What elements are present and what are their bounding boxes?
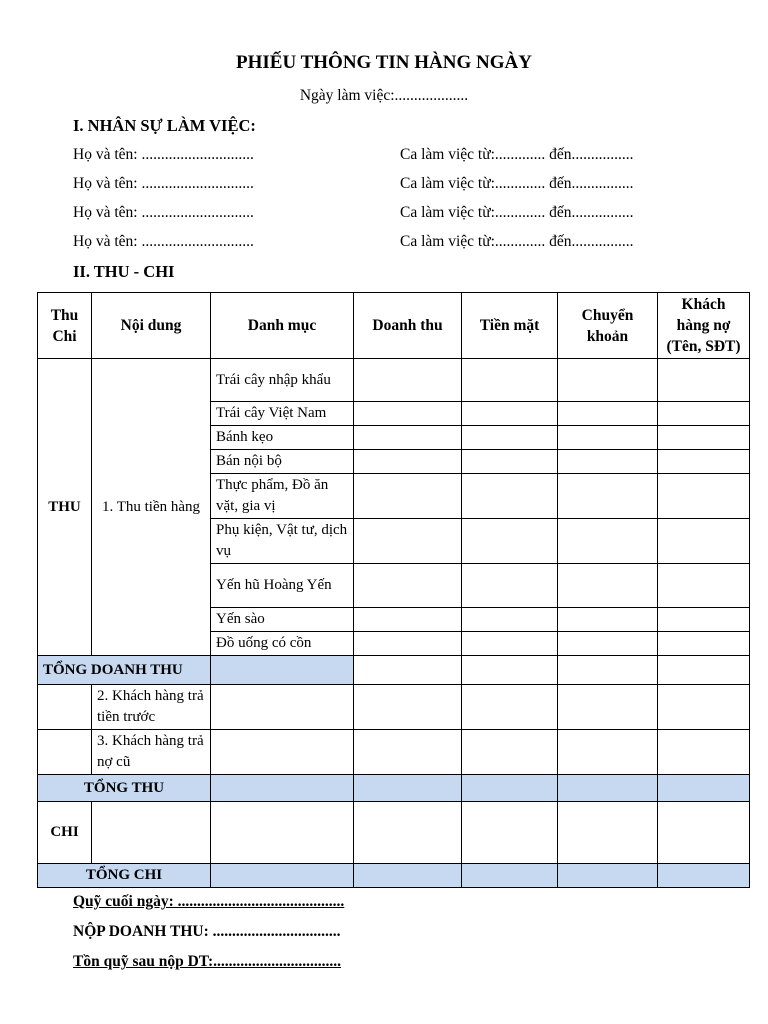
- staff-shift-field[interactable]: Ca làm việc từ:............. đến................: [400, 175, 634, 192]
- table-header-row: [38, 293, 750, 359]
- doanh-thu-cell[interactable]: [354, 519, 462, 564]
- chi-row: [38, 802, 750, 864]
- staff-row: [73, 204, 713, 226]
- total-revenue-row: [38, 656, 750, 685]
- header-chuyen-khoan: Chuyển khoản: [558, 293, 658, 359]
- total-income-label: TỔNG THU: [38, 775, 211, 802]
- staff-shift-field[interactable]: Ca làm việc từ:............. đến................: [400, 233, 634, 250]
- khach-no-cell[interactable]: [658, 450, 750, 474]
- khach-no-cell[interactable]: [658, 608, 750, 632]
- tien-mat-cell[interactable]: [462, 802, 558, 864]
- chuyen-khoan-cell[interactable]: [558, 564, 658, 608]
- tien-mat-cell[interactable]: [462, 730, 558, 775]
- chuyen-khoan-cell[interactable]: [558, 450, 658, 474]
- tien-mat-cell[interactable]: [462, 359, 558, 402]
- fill-cell: [462, 864, 558, 888]
- chuyen-khoan-cell[interactable]: [558, 656, 658, 685]
- fill-cell: [354, 775, 462, 802]
- header-danh-muc: Danh mục: [211, 293, 354, 359]
- chuyen-khoan-cell[interactable]: [558, 474, 658, 519]
- table-row: [38, 359, 750, 402]
- khach-no-cell[interactable]: [658, 730, 750, 775]
- category-cell: Trái cây nhập khẩu: [211, 359, 354, 402]
- chuyen-khoan-cell[interactable]: [558, 426, 658, 450]
- chi-label: CHI: [38, 802, 92, 864]
- chuyen-khoan-cell[interactable]: [558, 608, 658, 632]
- revenue-submission[interactable]: NỘP DOANH THU: .................................: [73, 923, 341, 940]
- doanh-thu-cell[interactable]: [354, 802, 462, 864]
- thu-label: THU: [38, 359, 92, 656]
- fill-cell: [462, 775, 558, 802]
- tien-mat-cell[interactable]: [462, 402, 558, 426]
- doanh-thu-cell[interactable]: [354, 402, 462, 426]
- chuyen-khoan-cell[interactable]: [558, 632, 658, 656]
- fill-cell: [211, 864, 354, 888]
- tien-mat-cell[interactable]: [462, 685, 558, 730]
- chuyen-khoan-cell[interactable]: [558, 359, 658, 402]
- chuyen-khoan-cell[interactable]: [558, 802, 658, 864]
- tien-mat-cell[interactable]: [462, 656, 558, 685]
- doanh-thu-cell[interactable]: [354, 426, 462, 450]
- khach-no-cell[interactable]: [658, 474, 750, 519]
- doanh-thu-cell[interactable]: [354, 656, 462, 685]
- category-cell: Yến sào: [211, 608, 354, 632]
- category-cell: Bán nội bộ: [211, 450, 354, 474]
- category-cell: Đồ uống có cồn: [211, 632, 354, 656]
- fill-cell: [354, 864, 462, 888]
- khach-no-cell[interactable]: [658, 426, 750, 450]
- tien-mat-cell[interactable]: [462, 564, 558, 608]
- doanh-thu-cell[interactable]: [354, 730, 462, 775]
- header-noi-dung: Nội dung: [92, 293, 211, 359]
- total-expense-row: [38, 864, 750, 888]
- khach-no-cell[interactable]: [658, 632, 750, 656]
- chuyen-khoan-cell[interactable]: [558, 402, 658, 426]
- fill-cell: [558, 775, 658, 802]
- staff-name-field[interactable]: Họ và tên: .............................: [73, 233, 254, 250]
- tien-mat-cell[interactable]: [462, 632, 558, 656]
- category-cell: Phụ kiện, Vật tư, dịch vụ: [211, 519, 354, 564]
- work-date-line: Ngày làm việc:...................: [299, 87, 469, 104]
- thu-group-label: 1. Thu tiền hàng: [92, 359, 211, 656]
- khach-no-cell[interactable]: [658, 359, 750, 402]
- fill-cell: [211, 775, 354, 802]
- header-tien-mat: Tiền mặt: [462, 293, 558, 359]
- table-row: [38, 730, 750, 775]
- document-title: PHIẾU THÔNG TIN HÀNG NGÀY: [236, 52, 532, 73]
- khach-no-cell[interactable]: [658, 564, 750, 608]
- khach-no-cell[interactable]: [658, 519, 750, 564]
- header-doanh-thu: Doanh thu: [354, 293, 462, 359]
- total-expense-label: TỔNG CHI: [38, 864, 211, 888]
- content-cell[interactable]: [92, 802, 211, 864]
- doanh-thu-cell[interactable]: [354, 632, 462, 656]
- tien-mat-cell[interactable]: [462, 608, 558, 632]
- chuyen-khoan-cell[interactable]: [558, 685, 658, 730]
- total-revenue-blank: [211, 656, 354, 685]
- finance-section-heading: II. THU - CHI: [73, 262, 175, 281]
- total-revenue-label: TỔNG DOANH THU: [38, 656, 211, 685]
- category-cell: Yến hũ Hoàng Yến: [211, 564, 354, 608]
- doanh-thu-cell[interactable]: [354, 564, 462, 608]
- khach-no-cell[interactable]: [658, 802, 750, 864]
- category-cell: Trái cây Việt Nam: [211, 402, 354, 426]
- khach-no-cell[interactable]: [658, 656, 750, 685]
- doanh-thu-cell[interactable]: [354, 359, 462, 402]
- tien-mat-cell[interactable]: [462, 426, 558, 450]
- doanh-thu-cell[interactable]: [354, 474, 462, 519]
- doanh-thu-cell[interactable]: [354, 685, 462, 730]
- category-cell[interactable]: [211, 730, 354, 775]
- staff-name-field[interactable]: Họ và tên: .............................: [73, 204, 254, 221]
- staff-name-field[interactable]: Họ và tên: .............................: [73, 146, 254, 163]
- fill-cell: [658, 864, 750, 888]
- end-of-day-fund[interactable]: Quỹ cuối ngày: ...........................................: [73, 893, 345, 910]
- doanh-thu-cell[interactable]: [354, 608, 462, 632]
- staff-section-heading: I. NHÂN SỰ LÀM VIỆC:: [73, 116, 256, 135]
- staff-row: [73, 233, 713, 255]
- chuyen-khoan-cell[interactable]: [558, 519, 658, 564]
- fill-cell: [658, 775, 750, 802]
- table-row: [38, 685, 750, 730]
- tien-mat-cell[interactable]: [462, 519, 558, 564]
- staff-shift-field[interactable]: Ca làm việc từ:............. đến................: [400, 146, 634, 163]
- tien-mat-cell[interactable]: [462, 474, 558, 519]
- doanh-thu-cell[interactable]: [354, 450, 462, 474]
- chuyen-khoan-cell[interactable]: [558, 730, 658, 775]
- category-cell: Thực phẩm, Đồ ăn vặt, gia vị: [211, 474, 354, 519]
- header-khach-hang-no: Khách hàng nợ (Tên, SĐT): [658, 293, 750, 359]
- blank-cell: [38, 685, 92, 730]
- fill-cell: [558, 864, 658, 888]
- blank-cell: [38, 730, 92, 775]
- content-cell: 2. Khách hàng trả tiền trước: [92, 685, 211, 730]
- finance-table: [37, 292, 750, 888]
- khach-no-cell[interactable]: [658, 685, 750, 730]
- category-cell[interactable]: [211, 802, 354, 864]
- category-cell: Bánh kẹo: [211, 426, 354, 450]
- header-thu-chi: Thu Chi: [38, 293, 92, 359]
- tien-mat-cell[interactable]: [462, 450, 558, 474]
- remaining-fund[interactable]: Tồn quỹ sau nộp DT:.................................: [73, 953, 342, 970]
- khach-no-cell[interactable]: [658, 402, 750, 426]
- staff-row: [73, 175, 713, 197]
- total-income-row: [38, 775, 750, 802]
- content-cell: 3. Khách hàng trả nợ cũ: [92, 730, 211, 775]
- staff-name-field[interactable]: Họ và tên: .............................: [73, 175, 254, 192]
- staff-shift-field[interactable]: Ca làm việc từ:............. đến................: [400, 204, 634, 221]
- staff-row: [73, 146, 713, 168]
- category-cell[interactable]: [211, 685, 354, 730]
